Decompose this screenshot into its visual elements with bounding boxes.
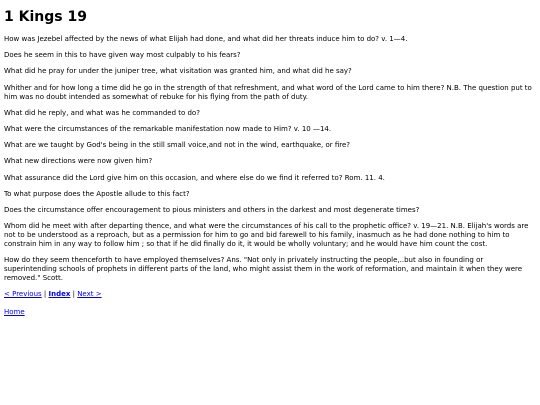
question-item: What were the circumstances of the remarkable manifestation now made to Him? v. 10 —14. — [4, 124, 332, 133]
nav-separator: | — [41, 290, 49, 299]
question-item: How was Jezebel affected by the news of what Elijah had done, and what did her threats induce him to do? v. 1—4. — [4, 35, 408, 43]
question-item: Does he seem in this to have given way most culpably to his fears? — [4, 51, 241, 60]
page-title: 1 Kings 19 — [4, 9, 87, 25]
question-item: Whither and for how long a time did he go in the strength of that refreshment, and what word of the Lord came to him there? N.B. The question put to him was no doubt intended as somewhat of rebuke for his flying from the path of duty. — [4, 83, 532, 101]
home-link[interactable]: Home — [4, 308, 25, 317]
question-item: To what purpose does the Apostle allude to this fact? — [4, 189, 190, 198]
previous-link[interactable]: < Previous — [4, 290, 42, 299]
question-item: Whom did he meet with after departing thence, and what were the circumstances of his call to the prophetic office? v. 19—21. N.B. Elijah's words are not to be understood as a reproach, but as a permission for him to go and bid farewell to his family, inasmuch as he had done nothing to him to constrain him in any way to follow him ; so that if he did finally do it, it would be wholly voluntary; and he would have him count the cost. — [4, 222, 529, 249]
question-item: Does the circumstance offer encouragement to pious ministers and others in the darkest and most degenerate times? — [4, 205, 420, 214]
question-item: What assurance did the Lord give him on this occasion, and where else do we find it referred to? Rom. 11. 4. — [4, 173, 385, 182]
question-item: What did he reply, and what was he commanded to do? — [4, 108, 200, 117]
index-link[interactable]: Index — [48, 290, 71, 299]
next-link[interactable]: Next > — [77, 290, 102, 299]
question-item: What are we taught by God's being in the still small voice,and not in the wind, earthquake, or fire? — [4, 141, 351, 150]
question-item: What new directions were now given him? — [4, 157, 153, 166]
footer — [4, 308, 536, 317]
pagination-nav — [4, 290, 536, 299]
question-list — [4, 35, 536, 283]
nav-separator: | — [70, 290, 78, 299]
question-item: What did he pray for under the juniper tree, what visitation was granted him, and what did he say? — [4, 67, 352, 76]
question-item: How do they seem thenceforth to have employed themselves? Ans. "Not only in privately instructing the people,..but also in founding or superintending schools of prophets in different parts of the land, who might assist them in the work of reformation, and maintain it when they were removed." Scott. — [4, 256, 523, 283]
